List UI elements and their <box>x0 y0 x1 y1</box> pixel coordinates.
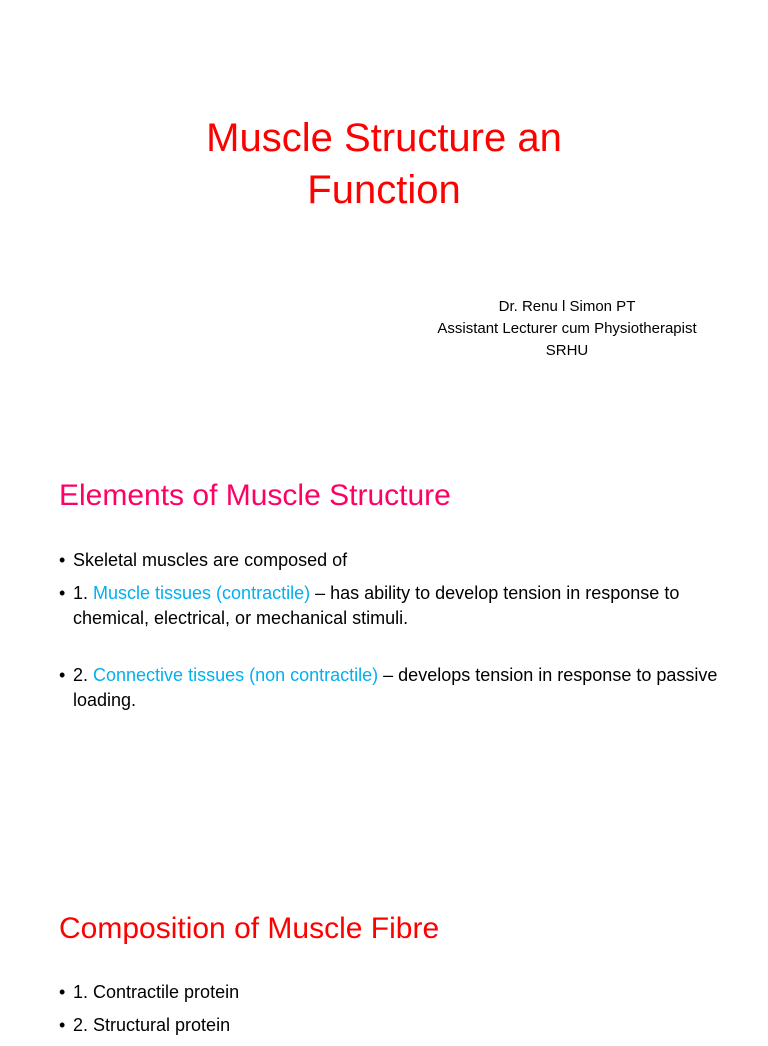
title-line-2: Function <box>307 168 461 212</box>
bullet-list <box>59 548 719 721</box>
composition-slide <box>0 860 768 1035</box>
bullet-item <box>59 1013 719 1038</box>
presentation-title <box>84 112 684 216</box>
bullet-text: 2. Structural protein <box>73 1015 231 1035</box>
bullet-highlight: Muscle tissues (contractile) <box>93 583 311 603</box>
author-name: Dr. Renu l Simon PT <box>498 298 636 315</box>
bullet-highlight: Connective tissues (non contractile) <box>93 665 379 685</box>
author-block <box>400 296 734 362</box>
bullet-item <box>59 581 719 631</box>
author-organization: SRHU <box>545 342 589 359</box>
bullet-text: Skeletal muscles are composed of <box>73 550 348 570</box>
title-line-1: Muscle Structure an <box>206 116 562 160</box>
author-role: Assistant Lecturer cum Physiotherapist <box>437 320 697 337</box>
bullet-text: – has ability to develop tension in response to chemical, electrical, or mechanical stimuli. <box>73 583 680 628</box>
slide-heading: Composition of Muscle Fibre <box>59 912 440 945</box>
bullet-list <box>59 980 719 1046</box>
bullet-text: 1. Contractile protein <box>73 982 240 1002</box>
elements-slide <box>0 430 768 860</box>
bullet-item <box>59 663 719 713</box>
bullet-prefix: 1. <box>73 583 94 603</box>
bullet-text: – develops tension in response to passive loading. <box>73 665 718 710</box>
bullet-prefix: 2. <box>73 665 94 685</box>
bullet-item <box>59 548 719 573</box>
slide-heading: Elements of Muscle Structure <box>59 479 451 512</box>
title-slide <box>0 0 768 430</box>
bullet-item <box>59 980 719 1005</box>
